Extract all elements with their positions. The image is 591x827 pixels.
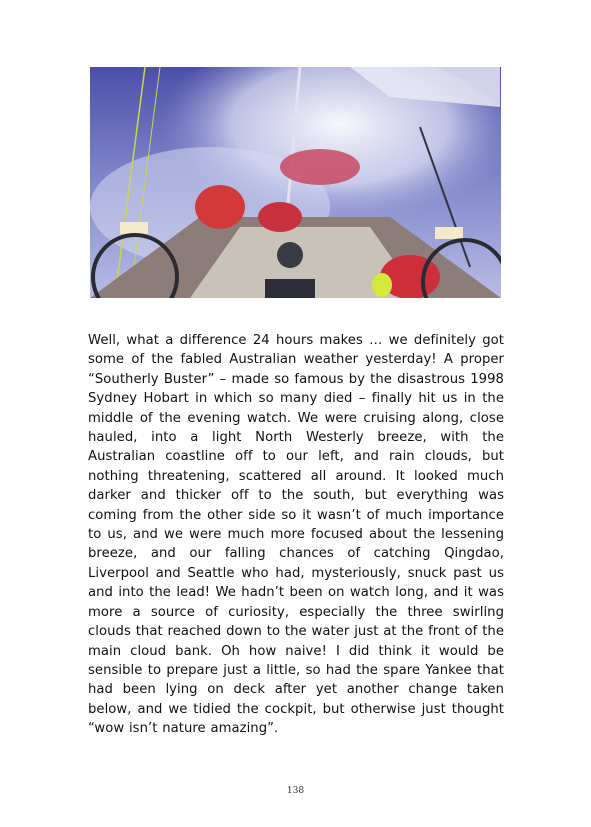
page-number: 138 bbox=[286, 786, 305, 796]
body-paragraph-block bbox=[88, 331, 504, 739]
sailing-yacht-photo bbox=[90, 67, 501, 298]
body-paragraph: Well, what a difference 24 hours makes … we definitely got some of the fabled Australian weather yesterday! A proper “Southerly Buster” – made so famous by the disastrous 1998 Sydney Hobart in which so many died – finally hit us in the middle of the evening watch. We were cruising along, close hauled, into a light North Westerly breeze, with the Australian coastline off to our left, and rain clouds, but nothing threatening, scattered all around. It looked much darker and thicker off to the south, but everything was coming from the other side so it wasn’t of much importance to us, and we were much more focused about the lessening breeze, and our falling chances of catching Qingdao, Liverpool and Seattle who had, mysteriously, snuck past us and into the lead! We hadn’t been on watch long, and it was more a source of curiosity, especially the three swirling clouds that reached down to the water just at the front of the main cloud bank. Oh how naive! I did think it would be sensible to prepare just a little, so had the spare Yankee that had been lying on deck after yet another change taken below, and we tidied the cockpit, but otherwise just thought “wow isn’t nature amazing”. bbox=[88, 333, 504, 737]
